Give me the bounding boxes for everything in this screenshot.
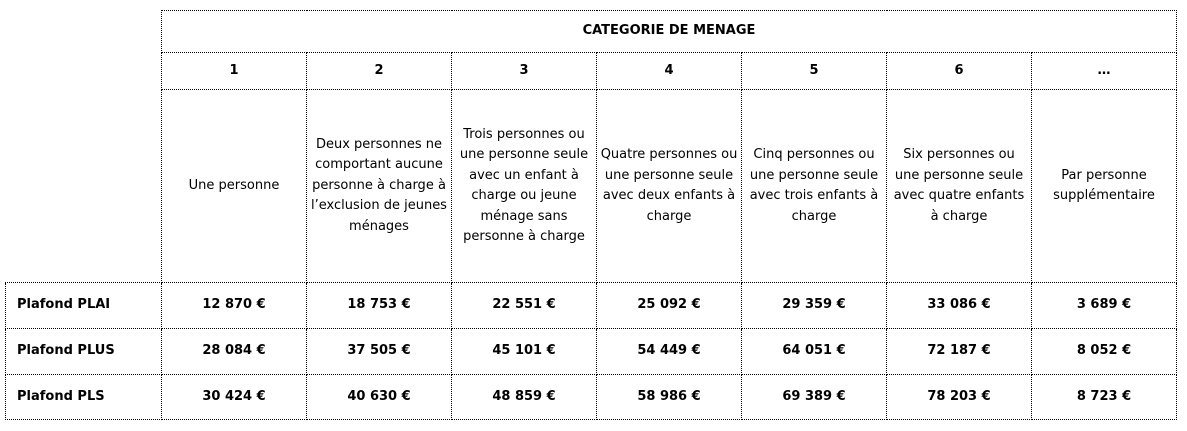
cell-value: 8 723 € bbox=[1032, 375, 1177, 420]
row-label: Plafond PLUS bbox=[6, 329, 162, 375]
column-description-6: Six personnes ou une personne seule avec quatre enfants à charge bbox=[887, 90, 1032, 283]
cell-value: 30 424 € bbox=[162, 375, 307, 420]
column-description-4: Quatre personnes ou une personne seule avec deux enfants à charge bbox=[597, 90, 742, 283]
cell-value: 3 689 € bbox=[1032, 283, 1177, 329]
column-number-1: 1 bbox=[162, 53, 307, 90]
column-number-4: 4 bbox=[597, 53, 742, 90]
income-ceiling-table bbox=[5, 10, 1177, 420]
corner-blank bbox=[6, 53, 162, 90]
cell-value: 18 753 € bbox=[307, 283, 452, 329]
column-number-6: 6 bbox=[887, 53, 1032, 90]
row-label: Plafond PLAI bbox=[6, 283, 162, 329]
cell-value: 25 092 € bbox=[597, 283, 742, 329]
column-number-3: 3 bbox=[452, 53, 597, 90]
column-number-extra: … bbox=[1032, 53, 1177, 90]
column-description-2: Deux personnes ne comportant aucune personne à charge à l’exclusion de jeunes ménages bbox=[307, 90, 452, 283]
column-description-extra: Par personne supplémentaire bbox=[1032, 90, 1177, 283]
table-row-plafond-plai bbox=[6, 283, 1177, 329]
table-row-plafond-pls bbox=[6, 375, 1177, 420]
row-label: Plafond PLS bbox=[6, 375, 162, 420]
column-number-2: 2 bbox=[307, 53, 452, 90]
cell-value: 54 449 € bbox=[597, 329, 742, 375]
cell-value: 64 051 € bbox=[742, 329, 887, 375]
cell-value: 29 359 € bbox=[742, 283, 887, 329]
cell-value: 22 551 € bbox=[452, 283, 597, 329]
cell-value: 8 052 € bbox=[1032, 329, 1177, 375]
cell-value: 40 630 € bbox=[307, 375, 452, 420]
cell-value: 37 505 € bbox=[307, 329, 452, 375]
cell-value: 45 101 € bbox=[452, 329, 597, 375]
column-description-3: Trois personnes ou une personne seule avec un enfant à charge ou jeune ménage sans personne à charge bbox=[452, 90, 597, 283]
cell-value: 78 203 € bbox=[887, 375, 1032, 420]
corner-blank bbox=[6, 11, 162, 53]
cell-value: 69 389 € bbox=[742, 375, 887, 420]
cell-value: 72 187 € bbox=[887, 329, 1032, 375]
column-number-5: 5 bbox=[742, 53, 887, 90]
table-row-plafond-plus bbox=[6, 329, 1177, 375]
cell-value: 28 084 € bbox=[162, 329, 307, 375]
cell-value: 33 086 € bbox=[887, 283, 1032, 329]
column-description-1: Une personne bbox=[162, 90, 307, 283]
column-description-5: Cinq personnes ou une personne seule avec trois enfants à charge bbox=[742, 90, 887, 283]
column-number-row bbox=[6, 53, 1177, 90]
column-description-row bbox=[6, 90, 1177, 283]
corner-blank bbox=[6, 90, 162, 283]
cell-value: 48 859 € bbox=[452, 375, 597, 420]
cell-value: 58 986 € bbox=[597, 375, 742, 420]
group-header-row bbox=[6, 11, 1177, 53]
group-header-categorie-de-menage: CATEGORIE DE MENAGE bbox=[162, 11, 1177, 53]
cell-value: 12 870 € bbox=[162, 283, 307, 329]
